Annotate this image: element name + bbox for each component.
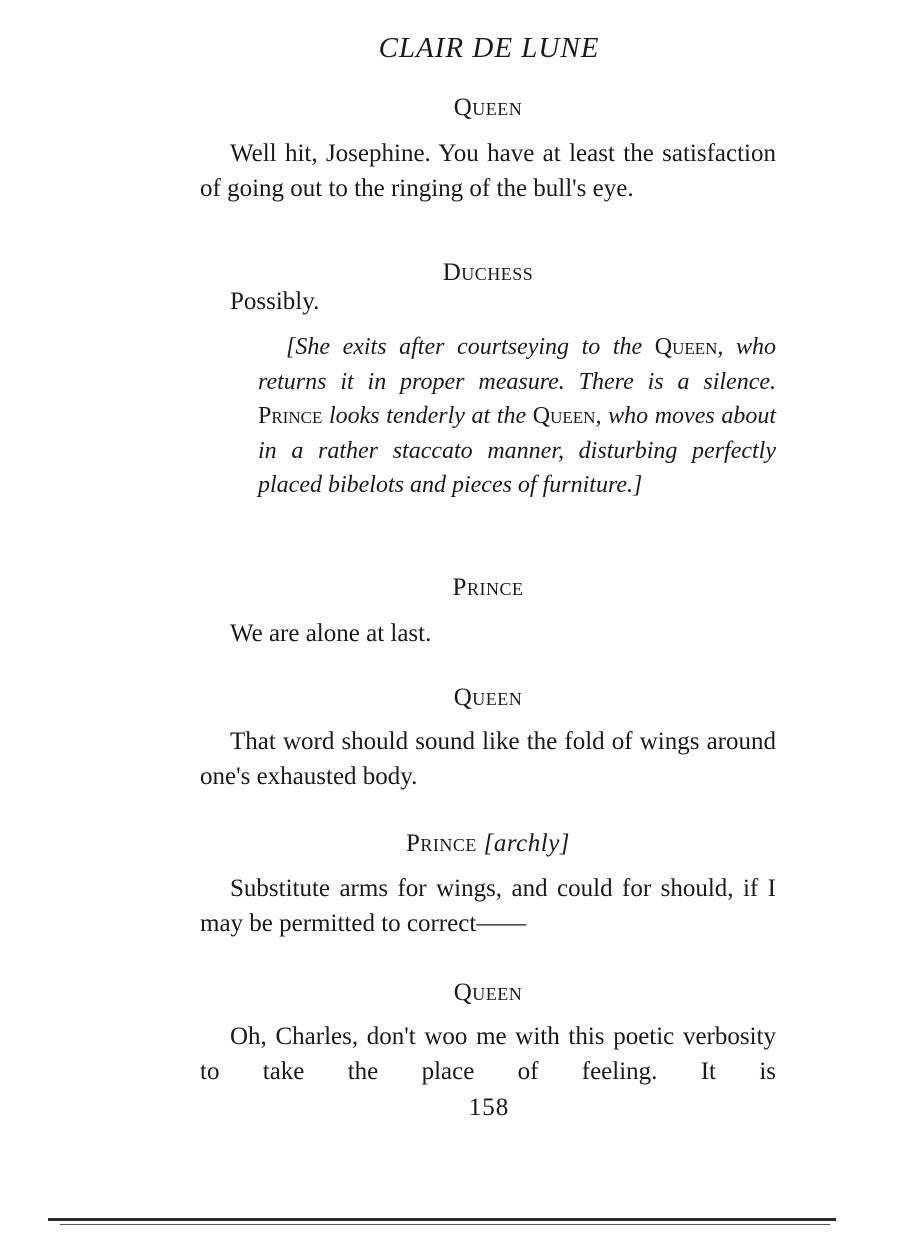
speech-text: Oh, Charles, don't woo me with this poetic verbosity to take the place of feeling. It is <box>200 1023 776 1085</box>
speech-block <box>200 871 776 941</box>
speaker-name: Queen <box>453 979 523 1006</box>
speaker-name: Queen <box>453 684 523 711</box>
speech-block <box>200 284 776 319</box>
speaker-name: Queen <box>453 94 523 121</box>
stage-direction <box>258 330 776 503</box>
running-title: CLAIR DE LUNE <box>378 32 600 64</box>
bottom-rule-shadow <box>60 1224 830 1225</box>
speech-text: Possibly. <box>230 288 320 315</box>
speaker-name: Duchess <box>442 259 534 286</box>
speaker-name: Prince <box>452 574 524 601</box>
speaker-name: Prince <box>405 830 477 857</box>
speech-text: Substitute arms for wings, and could for should, if I may be permitted to correct—— <box>200 875 776 937</box>
speech-block <box>200 136 776 206</box>
character-name: Queen <box>532 403 596 429</box>
character-name: Queen <box>654 334 718 360</box>
speaker-heading <box>200 830 776 858</box>
bottom-rule <box>48 1218 836 1221</box>
stage-direction-text: , who moves about in a rather staccato manner, disturbing perfectly placed bibelots and pieces of furniture.] <box>258 403 776 498</box>
character-name: Prince <box>258 403 323 429</box>
stage-direction-text: looks tenderly at the <box>322 403 533 429</box>
speech-text: That word should sound like the fold of wings around one's exhausted body. <box>200 728 776 790</box>
stage-direction-text: , who returns it in proper measure. There is a silence. <box>258 334 776 395</box>
speech-block <box>200 616 776 651</box>
speech-text: We are alone at last. <box>230 620 432 647</box>
page-number: 158 <box>468 1094 510 1121</box>
speech-block <box>200 724 776 794</box>
speaker-direction: [archly] <box>483 830 571 857</box>
speech-text: Well hit, Josephine. You have at least the satisfaction of going out to the ringing of the bull's eye. <box>200 140 776 202</box>
stage-direction-text: [She exits after courtseying to the <box>286 334 655 360</box>
speech-block <box>200 1019 776 1089</box>
